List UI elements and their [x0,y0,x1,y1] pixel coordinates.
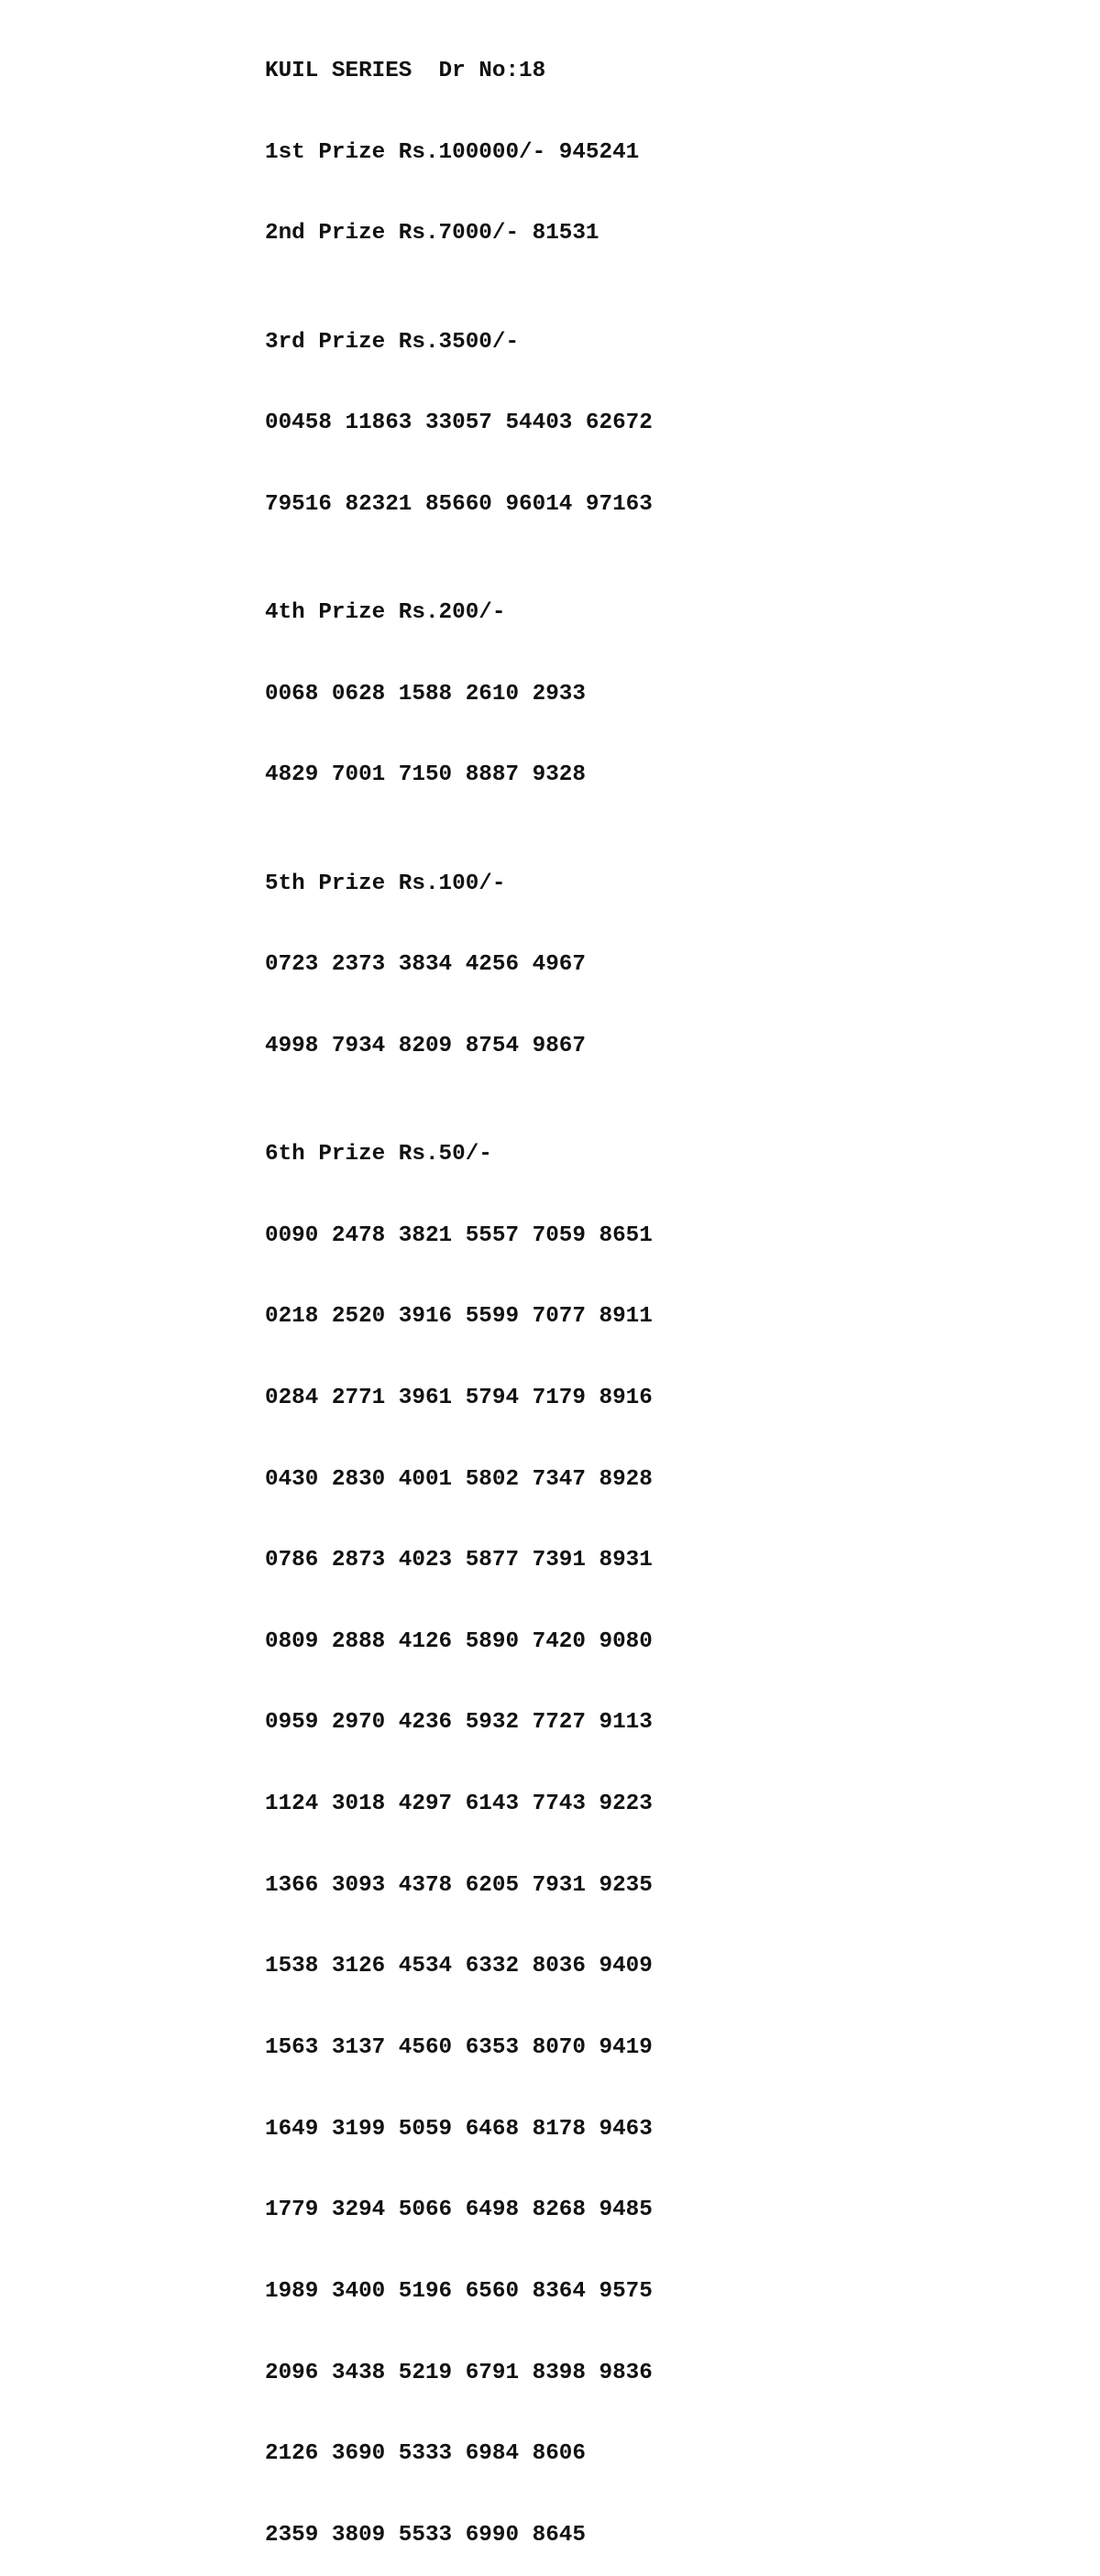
fourth-prize-row: 4829 7001 7150 8887 9328 [265,762,586,788]
fifth-prize-title: 5th Prize Rs.100/- [265,871,506,896]
sixth-prize-row: 0430 2830 4001 5802 7347 8928 [265,1466,653,1492]
sixth-prize-row: 1538 3126 4534 6332 8036 9409 [265,1954,653,1979]
fifth-prize-row: 4998 7934 8209 8754 9867 [265,1033,586,1058]
sixth-prize-row: 0786 2873 4023 5877 7391 8931 [265,1548,653,1573]
sixth-prize-row: 2359 3809 5533 6990 8645 [265,2522,586,2548]
sixth-prize-row: 1124 3018 4297 6143 7743 9223 [265,1792,653,1817]
fourth-prize-title: 4th Prize Rs.200/- [265,600,506,626]
sixth-prize-row: 2096 3438 5219 6791 8398 9836 [265,2360,653,2385]
sixth-prize-row: 0809 2888 4126 5890 7420 9080 [265,1628,653,1654]
sixth-prize-row: 1563 3137 4560 6353 8070 9419 [265,2035,653,2061]
sixth-prize-row: 1649 3199 5059 6468 8178 9463 [265,2116,653,2142]
second-prize-line: 2nd Prize Rs.7000/- 81531 [265,221,600,247]
sixth-prize-row: 1366 3093 4378 6205 7931 9235 [265,1872,653,1898]
sixth-prize-row: 0090 2478 3821 5557 7059 8651 [265,1222,653,1248]
third-prize-title: 3rd Prize Rs.3500/- [265,329,520,355]
sixth-prize-row: 2126 3690 5333 6984 8606 [265,2441,586,2467]
third-prize-row: 00458 11863 33057 54403 62672 [265,411,653,436]
fourth-prize-row: 0068 0628 1588 2610 2933 [265,681,586,707]
lottery-result-document [265,4,653,2576]
sixth-prize-title: 6th Prize Rs.50/- [265,1141,492,1167]
third-prize-row: 79516 82321 85660 96014 97163 [265,491,653,517]
sixth-prize-row: 0959 2970 4236 5932 7727 9113 [265,1710,653,1736]
sixth-prize-row: 0218 2520 3916 5599 7077 8911 [265,1304,653,1330]
sixth-prize-row: 1779 3294 5066 6498 8268 9485 [265,2198,653,2223]
sixth-prize-row: 1989 3400 5196 6560 8364 9575 [265,2278,653,2304]
first-prize-line: 1st Prize Rs.100000/- 945241 [265,139,640,165]
fifth-prize-row: 0723 2373 3834 4256 4967 [265,952,586,978]
draw-title: KUIL SERIES Dr No:18 [265,59,546,84]
sixth-prize-row: 0284 2771 3961 5794 7179 8916 [265,1385,653,1410]
